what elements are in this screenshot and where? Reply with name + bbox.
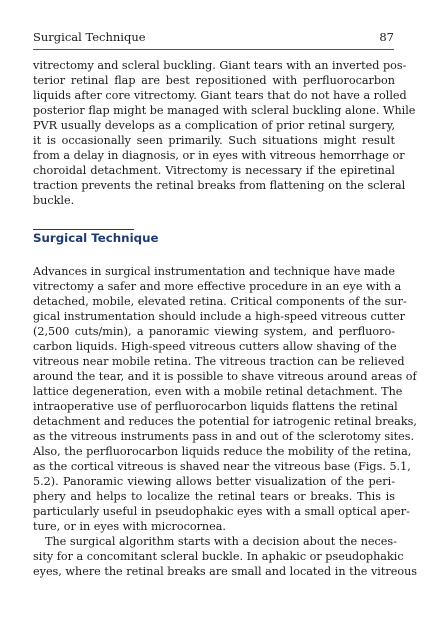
text-line: The surgical algorithm starts with a decision about the neces- [45,535,397,548]
text-line: vitrectomy and scleral buckling. Giant tears with an inverted pos- [33,59,407,72]
text-line: vitrectomy a safer and more effective procedure in an eye with a [33,280,402,293]
page-number: 87 [379,30,394,44]
header-rule [33,49,394,50]
text-line: buckle. [33,194,75,207]
text-line: eyes, where the retinal breaks are small and located in the vitreous [33,565,418,578]
text-line: phery and helps to localize the retinal tears or breaks. This is [33,490,395,503]
text-line: sity for a concomitant scleral buckle. In aphakic or pseudophakic [33,550,404,563]
running-title: Surgical Technique [33,30,146,44]
text-line: liquids after core vitrectomy. Giant tears that do not have a rolled [33,89,407,102]
section-heading: Surgical Technique [33,231,159,245]
text-line: from a delay in diagnosis, or in eyes with vitreous hemorrhage or [33,149,405,162]
text-line: as the cortical vitreous is shaved near the vitreous base (Figs. 5.1, [33,460,411,473]
text-line: posterior flap might be managed with scleral buckling alone. While [33,104,416,117]
text-line: ture, or in eyes with microcornea. [33,520,226,533]
text-line: Also, the perfluorocarbon liquids reduce the mobility of the retina, [33,445,412,458]
text-line: traction prevents the retinal breaks from flattening on the scleral [33,179,406,192]
text-line: carbon liquids. High-speed vitreous cutters allow shaving of the [33,340,397,353]
text-line: detached, mobile, elevated retina. Critical components of the sur- [33,295,407,308]
text-line: detachment and reduces the potential for iatrogenic retinal breaks, [33,415,417,428]
text-line: 5.2). Panoramic viewing allows better visualization of the peri- [33,475,395,488]
text-line: as the vitreous instruments pass in and out of the sclerotomy sites. [33,430,415,443]
text-line: terior retinal flap are best repositioned with perfluorocarbon [33,74,395,87]
text-line: particularly useful in pseudophakic eyes with a small optical aper- [33,505,410,518]
text-line: it is occasionally seen primarily. Such situations might result [33,134,395,147]
text-line: vitreous near mobile retina. The vitreous traction can be relieved [33,355,405,368]
running-head [33,30,394,45]
text-line: intraoperative use of perfluorocarbon liquids flattens the retinal [33,400,398,413]
text-line: choroidal detachment. Vitrectomy is necessary if the epiretinal [33,164,395,177]
text-line: PVR usually develops as a complication of prior retinal surgery, [33,119,395,132]
text-line: around the tear, and it is possible to shave vitreous around areas of [33,370,417,383]
text-line: (2,500 cuts/min), a panoramic viewing system, and perfluoro- [33,325,395,338]
text-line: gical instrumentation should include a high-speed vitreous cutter [33,310,405,323]
text-line: lattice degeneration, even with a mobile retinal detachment. The [33,385,403,398]
text-line: Advances in surgical instrumentation and technique have made [33,265,395,278]
